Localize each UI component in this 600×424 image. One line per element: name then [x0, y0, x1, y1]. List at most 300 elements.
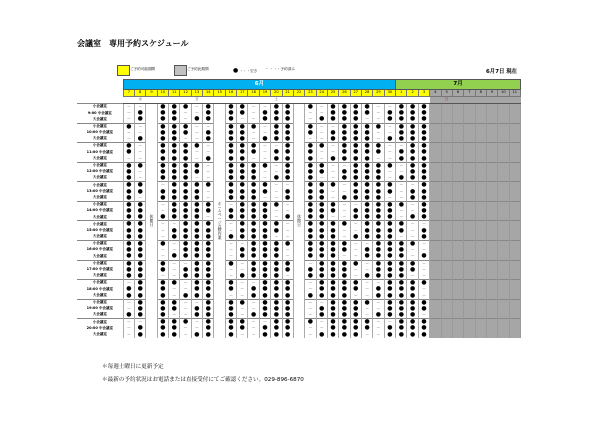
slot-open[interactable]: ●	[339, 280, 350, 287]
slot-open[interactable]: ●	[327, 228, 338, 234]
slot-booked[interactable]: －	[305, 136, 316, 143]
slot-open[interactable]: ●	[259, 240, 270, 247]
slot-open[interactable]: ●	[350, 188, 361, 194]
slot-open[interactable]: ●	[248, 260, 259, 267]
slot-open[interactable]: ●	[259, 214, 270, 221]
slot-booked[interactable]: －	[396, 169, 407, 175]
slot-open[interactable]: ●	[135, 267, 146, 273]
slot-open[interactable]: ●	[157, 319, 168, 326]
slot-booked[interactable]: －	[259, 130, 270, 136]
slot-open[interactable]: ●	[248, 169, 259, 175]
slot-open[interactable]: ●	[237, 325, 248, 331]
slot-booked[interactable]: －	[407, 182, 418, 189]
slot-open[interactable]: ●	[384, 312, 396, 319]
slot-open[interactable]: ●	[418, 143, 429, 150]
slot-open[interactable]: ●	[157, 116, 168, 123]
slot-booked[interactable]: －	[123, 280, 134, 287]
slot-open[interactable]: ●	[203, 240, 214, 247]
slot-open[interactable]: ●	[237, 273, 248, 280]
slot-open[interactable]: ●	[282, 280, 293, 287]
slot-open[interactable]: ●	[157, 143, 168, 150]
slot-open[interactable]: ●	[135, 228, 146, 234]
slot-open[interactable]: ●	[384, 116, 396, 123]
slot-open[interactable]: ●	[248, 240, 259, 247]
slot-booked[interactable]: －	[203, 175, 214, 182]
slot-open[interactable]: ●	[135, 280, 146, 287]
slot-booked[interactable]: －	[327, 143, 338, 150]
slot-booked[interactable]: －	[259, 175, 270, 182]
slot-open[interactable]: ●	[361, 195, 372, 202]
slot-open[interactable]: ●	[180, 228, 191, 234]
slot-open[interactable]: ●	[169, 234, 180, 241]
slot-open[interactable]: ●	[157, 292, 168, 299]
slot-open[interactable]: ●	[384, 240, 396, 247]
slot-open[interactable]: ●	[361, 299, 372, 306]
slot-open[interactable]: ●	[203, 253, 214, 260]
slot-open[interactable]: ●	[225, 312, 236, 319]
slot-open[interactable]: ●	[282, 149, 293, 155]
slot-booked[interactable]: －	[396, 143, 407, 150]
slot-open[interactable]: ●	[157, 332, 168, 338]
slot-open[interactable]: ●	[316, 201, 327, 208]
slot-open[interactable]: ●	[384, 260, 396, 267]
slot-booked[interactable]: －	[384, 104, 396, 111]
slot-open[interactable]: ●	[225, 286, 236, 292]
slot-open[interactable]: ●	[225, 110, 236, 116]
slot-booked[interactable]: －	[418, 240, 429, 247]
slot-booked[interactable]: －	[123, 299, 134, 306]
slot-open[interactable]: ●	[180, 240, 191, 247]
slot-booked[interactable]: －	[191, 123, 202, 130]
slot-booked[interactable]: －	[157, 201, 168, 208]
slot-open[interactable]: ●	[350, 169, 361, 175]
slot-open[interactable]: ●	[350, 175, 361, 182]
slot-booked[interactable]: －	[327, 188, 338, 194]
slot-booked[interactable]: －	[316, 156, 327, 163]
slot-open[interactable]: ●	[271, 299, 282, 306]
slot-open[interactable]: ●	[418, 175, 429, 182]
slot-open[interactable]: ●	[361, 123, 372, 130]
slot-open[interactable]: ●	[396, 325, 407, 331]
slot-open[interactable]: ●	[135, 234, 146, 241]
slot-booked[interactable]: －	[396, 162, 407, 169]
slot-booked[interactable]: －	[305, 312, 316, 319]
slot-open[interactable]: ●	[259, 116, 270, 123]
slot-open[interactable]: ●	[203, 136, 214, 143]
slot-open[interactable]: ●	[237, 221, 248, 228]
slot-booked[interactable]: －	[339, 201, 350, 208]
slot-booked[interactable]: －	[191, 149, 202, 155]
slot-open[interactable]: ●	[271, 286, 282, 292]
slot-booked[interactable]: －	[248, 306, 259, 312]
slot-booked[interactable]: －	[225, 228, 236, 234]
slot-open[interactable]: ●	[237, 188, 248, 194]
slot-open[interactable]: ●	[259, 247, 270, 253]
slot-open[interactable]: ●	[248, 267, 259, 273]
slot-open[interactable]: ●	[248, 182, 259, 189]
slot-open[interactable]: ●	[123, 188, 134, 194]
slot-open[interactable]: ●	[203, 260, 214, 267]
slot-booked[interactable]: －	[237, 332, 248, 338]
slot-open[interactable]: ●	[123, 123, 134, 130]
slot-open[interactable]: ●	[169, 169, 180, 175]
slot-booked[interactable]: －	[350, 292, 361, 299]
slot-booked[interactable]: －	[407, 208, 418, 214]
slot-booked[interactable]: －	[259, 169, 270, 175]
slot-open[interactable]: ●	[327, 319, 338, 326]
slot-booked[interactable]: －	[327, 162, 338, 169]
slot-booked[interactable]: －	[361, 292, 372, 299]
slot-booked[interactable]: －	[339, 234, 350, 241]
slot-open[interactable]: ●	[135, 221, 146, 228]
slot-open[interactable]: ●	[384, 273, 396, 280]
slot-open[interactable]: ●	[305, 319, 316, 326]
slot-open[interactable]: ●	[259, 188, 270, 194]
slot-open[interactable]: ●	[350, 162, 361, 169]
slot-open[interactable]: ●	[123, 253, 134, 260]
slot-booked[interactable]: －	[157, 221, 168, 228]
slot-open[interactable]: ●	[384, 234, 396, 241]
slot-open[interactable]: ●	[225, 319, 236, 326]
slot-open[interactable]: ●	[203, 110, 214, 116]
slot-booked[interactable]: －	[248, 130, 259, 136]
slot-booked[interactable]: －	[350, 221, 361, 228]
slot-open[interactable]: ●	[271, 292, 282, 299]
slot-booked[interactable]: －	[305, 110, 316, 116]
slot-open[interactable]: ●	[271, 312, 282, 319]
slot-open[interactable]: ●	[248, 228, 259, 234]
slot-open[interactable]: ●	[282, 136, 293, 143]
slot-open[interactable]: ●	[157, 306, 168, 312]
slot-open[interactable]: ●	[339, 110, 350, 116]
slot-booked[interactable]: －	[407, 273, 418, 280]
slot-booked[interactable]: －	[123, 136, 134, 143]
slot-open[interactable]: ●	[396, 319, 407, 326]
slot-open[interactable]: ●	[271, 175, 282, 182]
slot-booked[interactable]: －	[248, 299, 259, 306]
slot-open[interactable]: ●	[384, 306, 396, 312]
slot-booked[interactable]: －	[169, 292, 180, 299]
slot-open[interactable]: ●	[225, 280, 236, 287]
slot-open[interactable]: ●	[135, 312, 146, 319]
slot-booked[interactable]: －	[237, 312, 248, 319]
slot-booked[interactable]: －	[327, 169, 338, 175]
slot-open[interactable]: ●	[157, 175, 168, 182]
slot-open[interactable]: ●	[169, 143, 180, 150]
slot-open[interactable]: ●	[282, 130, 293, 136]
slot-open[interactable]: ●	[396, 201, 407, 208]
slot-open[interactable]: ●	[350, 104, 361, 111]
slot-booked[interactable]: －	[327, 123, 338, 130]
slot-open[interactable]: ●	[339, 299, 350, 306]
slot-open[interactable]: ●	[350, 312, 361, 319]
slot-open[interactable]: ●	[361, 169, 372, 175]
slot-open[interactable]: ●	[282, 267, 293, 273]
slot-open[interactable]: ●	[350, 195, 361, 202]
slot-open[interactable]: ●	[180, 221, 191, 228]
slot-open[interactable]: ●	[237, 130, 248, 136]
slot-open[interactable]: ●	[361, 214, 372, 221]
slot-open[interactable]: ●	[282, 143, 293, 150]
slot-open[interactable]: ●	[327, 201, 338, 208]
slot-open[interactable]: ●	[316, 332, 327, 338]
slot-open[interactable]: ●	[305, 253, 316, 260]
slot-open[interactable]: ●	[418, 214, 429, 221]
slot-open[interactable]: ●	[316, 306, 327, 312]
slot-booked[interactable]: －	[180, 260, 191, 267]
slot-booked[interactable]: －	[135, 169, 146, 175]
slot-open[interactable]: ●	[407, 286, 418, 292]
slot-open[interactable]: ●	[305, 240, 316, 247]
slot-open[interactable]: ●	[203, 292, 214, 299]
slot-open[interactable]: ●	[373, 195, 384, 202]
slot-open[interactable]: ●	[407, 280, 418, 287]
slot-open[interactable]: ●	[191, 286, 202, 292]
slot-open[interactable]: ●	[271, 156, 282, 163]
slot-open[interactable]: ●	[373, 162, 384, 169]
slot-open[interactable]: ●	[169, 116, 180, 123]
slot-booked[interactable]: －	[361, 332, 372, 338]
slot-open[interactable]: ●	[237, 195, 248, 202]
slot-booked[interactable]: －	[203, 188, 214, 194]
slot-open[interactable]: ●	[169, 136, 180, 143]
slot-open[interactable]: ●	[225, 332, 236, 338]
slot-open[interactable]: ●	[203, 306, 214, 312]
slot-open[interactable]: ●	[282, 156, 293, 163]
slot-open[interactable]: ●	[237, 104, 248, 111]
slot-open[interactable]: ●	[418, 123, 429, 130]
slot-booked[interactable]: －	[373, 136, 384, 143]
slot-open[interactable]: ●	[191, 214, 202, 221]
slot-open[interactable]: ●	[237, 169, 248, 175]
slot-open[interactable]: ●	[339, 195, 350, 202]
slot-booked[interactable]: －	[327, 149, 338, 155]
slot-open[interactable]: ●	[361, 234, 372, 241]
slot-booked[interactable]: －	[271, 214, 282, 221]
slot-open[interactable]: ●	[305, 143, 316, 150]
slot-open[interactable]: ●	[350, 182, 361, 189]
slot-open[interactable]: ●	[339, 123, 350, 130]
slot-booked[interactable]: －	[271, 188, 282, 194]
slot-open[interactable]: ●	[396, 273, 407, 280]
slot-open[interactable]: ●	[373, 143, 384, 150]
slot-open[interactable]: ●	[418, 110, 429, 116]
slot-open[interactable]: ●	[305, 149, 316, 155]
slot-open[interactable]: ●	[316, 286, 327, 292]
slot-open[interactable]: ●	[327, 312, 338, 319]
slot-open[interactable]: ●	[191, 240, 202, 247]
slot-open[interactable]: ●	[225, 169, 236, 175]
slot-open[interactable]: ●	[237, 156, 248, 163]
slot-open[interactable]: ●	[180, 201, 191, 208]
slot-open[interactable]: ●	[418, 195, 429, 202]
slot-open[interactable]: ●	[135, 182, 146, 189]
slot-booked[interactable]: －	[373, 306, 384, 312]
slot-open[interactable]: ●	[327, 221, 338, 228]
slot-open[interactable]: ●	[282, 312, 293, 319]
slot-open[interactable]: ●	[180, 182, 191, 189]
slot-open[interactable]: ●	[361, 273, 372, 280]
slot-open[interactable]: ●	[271, 332, 282, 338]
slot-open[interactable]: ●	[135, 292, 146, 299]
slot-booked[interactable]: －	[237, 306, 248, 312]
slot-open[interactable]: ●	[282, 104, 293, 111]
slot-open[interactable]: ●	[418, 319, 429, 326]
slot-open[interactable]: ●	[373, 253, 384, 260]
slot-booked[interactable]: －	[123, 130, 134, 136]
slot-open[interactable]: ●	[191, 143, 202, 150]
slot-open[interactable]: ●	[157, 110, 168, 116]
slot-open[interactable]: ●	[316, 234, 327, 241]
slot-booked[interactable]: －	[191, 175, 202, 182]
slot-open[interactable]: ●	[384, 299, 396, 306]
slot-open[interactable]: ●	[123, 208, 134, 214]
slot-open[interactable]: ●	[316, 267, 327, 273]
slot-open[interactable]: ●	[191, 273, 202, 280]
slot-open[interactable]: ●	[373, 240, 384, 247]
slot-open[interactable]: ●	[180, 292, 191, 299]
slot-open[interactable]: ●	[157, 312, 168, 319]
slot-booked[interactable]: －	[259, 104, 270, 111]
slot-booked[interactable]: －	[191, 156, 202, 163]
slot-open[interactable]: ●	[305, 175, 316, 182]
slot-booked[interactable]: －	[339, 162, 350, 169]
slot-booked[interactable]: －	[350, 228, 361, 234]
slot-open[interactable]: ●	[305, 188, 316, 194]
slot-open[interactable]: ●	[418, 188, 429, 194]
slot-open[interactable]: ●	[203, 156, 214, 163]
slot-booked[interactable]: －	[305, 280, 316, 287]
slot-open[interactable]: ●	[225, 130, 236, 136]
slot-open[interactable]: ●	[135, 286, 146, 292]
slot-open[interactable]: ●	[271, 201, 282, 208]
slot-open[interactable]: ●	[361, 182, 372, 189]
slot-open[interactable]: ●	[180, 214, 191, 221]
slot-open[interactable]: ●	[384, 267, 396, 273]
slot-open[interactable]: ●	[396, 267, 407, 273]
slot-open[interactable]: ●	[203, 312, 214, 319]
slot-open[interactable]: ●	[316, 195, 327, 202]
slot-booked[interactable]: －	[271, 162, 282, 169]
slot-open[interactable]: ●	[259, 280, 270, 287]
slot-booked[interactable]: －	[384, 169, 396, 175]
slot-open[interactable]: ●	[396, 116, 407, 123]
slot-booked[interactable]: －	[339, 228, 350, 234]
slot-open[interactable]: ●	[237, 253, 248, 260]
slot-open[interactable]: ●	[259, 286, 270, 292]
slot-open[interactable]: ●	[248, 312, 259, 319]
slot-open[interactable]: ●	[225, 214, 236, 221]
slot-open[interactable]: ●	[123, 221, 134, 228]
slot-open[interactable]: ●	[327, 260, 338, 267]
slot-open[interactable]: ●	[225, 325, 236, 331]
slot-open[interactable]: ●	[191, 201, 202, 208]
slot-open[interactable]: ●	[384, 162, 396, 169]
slot-open[interactable]: ●	[384, 221, 396, 228]
slot-open[interactable]: ●	[350, 319, 361, 326]
slot-booked[interactable]: －	[248, 280, 259, 287]
slot-open[interactable]: ●	[225, 162, 236, 169]
slot-open[interactable]: ●	[282, 123, 293, 130]
slot-open[interactable]: ●	[339, 306, 350, 312]
slot-open[interactable]: ●	[418, 201, 429, 208]
slot-booked[interactable]: －	[282, 247, 293, 253]
slot-open[interactable]: ●	[203, 286, 214, 292]
slot-open[interactable]: ●	[305, 104, 316, 111]
slot-open[interactable]: ●	[396, 156, 407, 163]
slot-open[interactable]: ●	[191, 162, 202, 169]
slot-open[interactable]: ●	[237, 149, 248, 155]
slot-open[interactable]: ●	[327, 286, 338, 292]
slot-open[interactable]: ●	[350, 214, 361, 221]
slot-booked[interactable]: －	[180, 136, 191, 143]
slot-open[interactable]: ●	[259, 325, 270, 331]
slot-booked[interactable]: －	[350, 253, 361, 260]
slot-open[interactable]: ●	[350, 208, 361, 214]
slot-booked[interactable]: －	[135, 130, 146, 136]
slot-booked[interactable]: －	[237, 292, 248, 299]
slot-open[interactable]: ●	[327, 182, 338, 189]
slot-open[interactable]: ●	[327, 116, 338, 123]
slot-booked[interactable]: －	[339, 208, 350, 214]
slot-open[interactable]: ●	[225, 234, 236, 241]
slot-booked[interactable]: －	[135, 156, 146, 163]
slot-open[interactable]: ●	[169, 195, 180, 202]
slot-booked[interactable]: －	[418, 286, 429, 292]
slot-open[interactable]: ●	[418, 208, 429, 214]
slot-open[interactable]: ●	[384, 332, 396, 338]
slot-open[interactable]: ●	[237, 247, 248, 253]
slot-open[interactable]: ●	[271, 280, 282, 287]
slot-open[interactable]: ●	[157, 136, 168, 143]
slot-booked[interactable]: －	[157, 247, 168, 253]
slot-open[interactable]: ●	[237, 234, 248, 241]
slot-open[interactable]: ●	[180, 175, 191, 182]
slot-open[interactable]: ●	[361, 130, 372, 136]
slot-open[interactable]: ●	[384, 228, 396, 234]
slot-open[interactable]: ●	[282, 195, 293, 202]
slot-open[interactable]: ●	[123, 273, 134, 280]
slot-open[interactable]: ●	[316, 221, 327, 228]
slot-booked[interactable]: －	[191, 136, 202, 143]
slot-booked[interactable]: －	[157, 253, 168, 260]
slot-booked[interactable]: －	[135, 143, 146, 150]
slot-booked[interactable]: －	[225, 253, 236, 260]
slot-open[interactable]: ●	[271, 149, 282, 155]
slot-booked[interactable]: －	[157, 208, 168, 214]
slot-open[interactable]: ●	[384, 247, 396, 253]
slot-open[interactable]: ●	[271, 228, 282, 234]
slot-booked[interactable]: －	[259, 123, 270, 130]
slot-open[interactable]: ●	[350, 325, 361, 331]
slot-open[interactable]: ●	[271, 240, 282, 247]
slot-booked[interactable]: －	[157, 273, 168, 280]
slot-booked[interactable]: －	[396, 234, 407, 241]
slot-open[interactable]: ●	[248, 286, 259, 292]
slot-open[interactable]: ●	[271, 253, 282, 260]
slot-open[interactable]: ●	[248, 234, 259, 241]
slot-open[interactable]: ●	[191, 247, 202, 253]
slot-booked[interactable]: －	[350, 273, 361, 280]
slot-open[interactable]: ●	[350, 280, 361, 287]
slot-booked[interactable]: －	[225, 292, 236, 299]
slot-open[interactable]: ●	[123, 149, 134, 155]
slot-open[interactable]: ●	[316, 169, 327, 175]
slot-booked[interactable]: －	[350, 240, 361, 247]
slot-open[interactable]: ●	[282, 169, 293, 175]
slot-open[interactable]: ●	[248, 273, 259, 280]
slot-open[interactable]: ●	[373, 182, 384, 189]
